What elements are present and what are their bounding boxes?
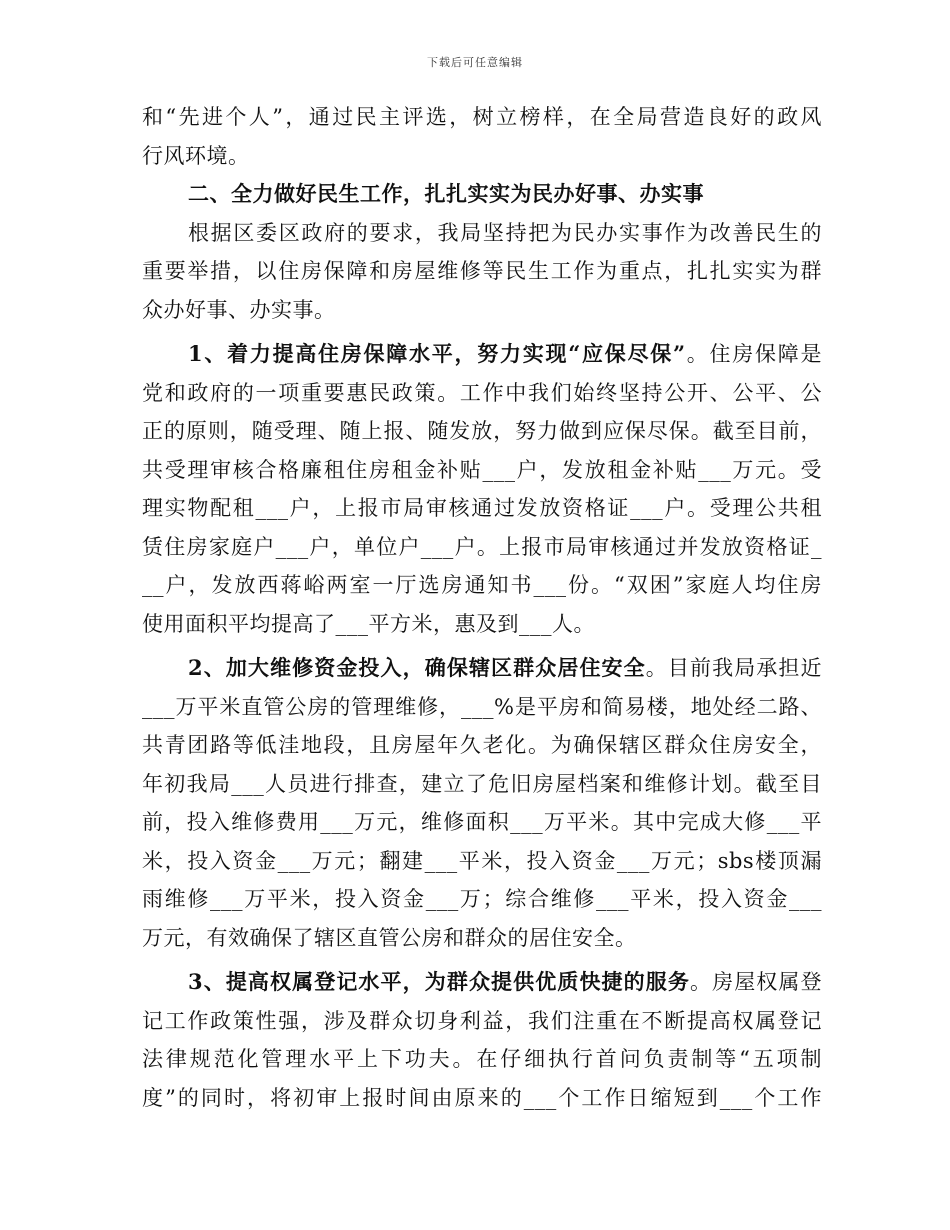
text-line: 年初我局___人员进行排查，建立了危旧房屋档案和维修计划。截至目 <box>142 771 822 796</box>
text-line: 度”的同时，将初审上报时间由原来的___个工作日缩短到___个工作 <box>142 1085 822 1110</box>
text-line: 重要举措，以住房保障和房屋维修等民生工作为重点，扎扎实实为群 <box>142 259 822 283</box>
text-line: 正的原则，随受理、随上报、随发放，努力做到应保尽保。截至目前， <box>142 419 822 443</box>
paragraph <box>142 335 822 643</box>
page-header-note: 下载后可任意编辑 <box>427 56 523 69</box>
text-line: 二、全力做好民生工作，扎扎实实为民办好事、办实事 <box>188 181 704 206</box>
text-line: 理实物配租___户，上报市局审核通过发放资格证___户。受理公共租 <box>142 496 822 520</box>
text-line: 赁住房家庭户___户，单位户___户。上报市局审核通过并发放资格证_ <box>142 534 822 559</box>
paragraph <box>142 214 822 330</box>
paragraph <box>142 649 822 957</box>
text-line: 使用面积平均提高了___平方米，惠及到___人。 <box>142 611 595 636</box>
text-line: 共受理审核合格廉租住房租金补贴___户，发放租金补贴___万元。受 <box>142 457 822 482</box>
text-line: 记工作政策性强，涉及群众切身利益，我们注重在不断提高权属登记 <box>142 1008 822 1033</box>
text-line: 共青团路等低洼地段，且房屋年久老化。为确保辖区群众住房安全， <box>142 733 822 757</box>
text-line: 党和政府的一项重要惠民政策。工作中我们始终坚持公开、公平、公 <box>142 380 822 405</box>
document-body <box>142 98 822 1117</box>
paragraph-lead: 1、着力提高住房保障水平，努力实现“应保尽保” <box>188 341 686 366</box>
paragraph <box>142 963 822 1117</box>
text-line: 前，投入维修费用___万元，维修面积___万平米。其中完成大修___平 <box>142 810 822 834</box>
text-line: 3、提高权属登记水平，为群众提供优质快捷的服务。房屋权属登 <box>188 969 822 994</box>
paragraph-lead: 3、提高权属登记水平，为群众提供优质快捷的服务 <box>188 969 690 994</box>
paragraph <box>142 98 822 175</box>
text-line: 2、加大维修资金投入，确保辖区群众居住安全。目前我局承担近 <box>188 655 822 680</box>
section-heading <box>142 175 822 214</box>
text-line: 行风环境。 <box>142 143 250 168</box>
text-line: 众办好事、办实事。 <box>142 297 336 322</box>
text-line: 和“先进个人”，通过民主评选，树立榜样，在全局营造良好的政风 <box>142 105 822 129</box>
text-line: 米，投入资金___万元；翻建___平米，投入资金___万元；sbs楼顶漏 <box>142 848 822 873</box>
text-line: 雨维修___万平米，投入资金___万；综合维修___平米，投入资金___ <box>142 887 822 911</box>
text-line: 1、着力提高住房保障水平，努力实现“应保尽保”。住房保障是 <box>188 341 823 366</box>
text-line: 万元，有效确保了辖区直管公房和群众的居住安全。 <box>142 925 637 950</box>
paragraph-lead: 2、加大维修资金投入，确保辖区群众居住安全 <box>188 655 646 680</box>
text-line: ___万平米直管公房的管理维修，___%是平房和简易楼，地处经二路、 <box>142 694 822 719</box>
text-line: 根据区委区政府的要求，我局坚持把为民办实事作为改善民生的 <box>188 220 822 245</box>
text-line: 法律规范化管理水平上下功夫。在仔细执行首问负责制等“五项制 <box>142 1047 822 1071</box>
text-line: __户，发放西蒋峪两室一厅选房通知书___份。“双困”家庭人均住房 <box>142 573 822 597</box>
